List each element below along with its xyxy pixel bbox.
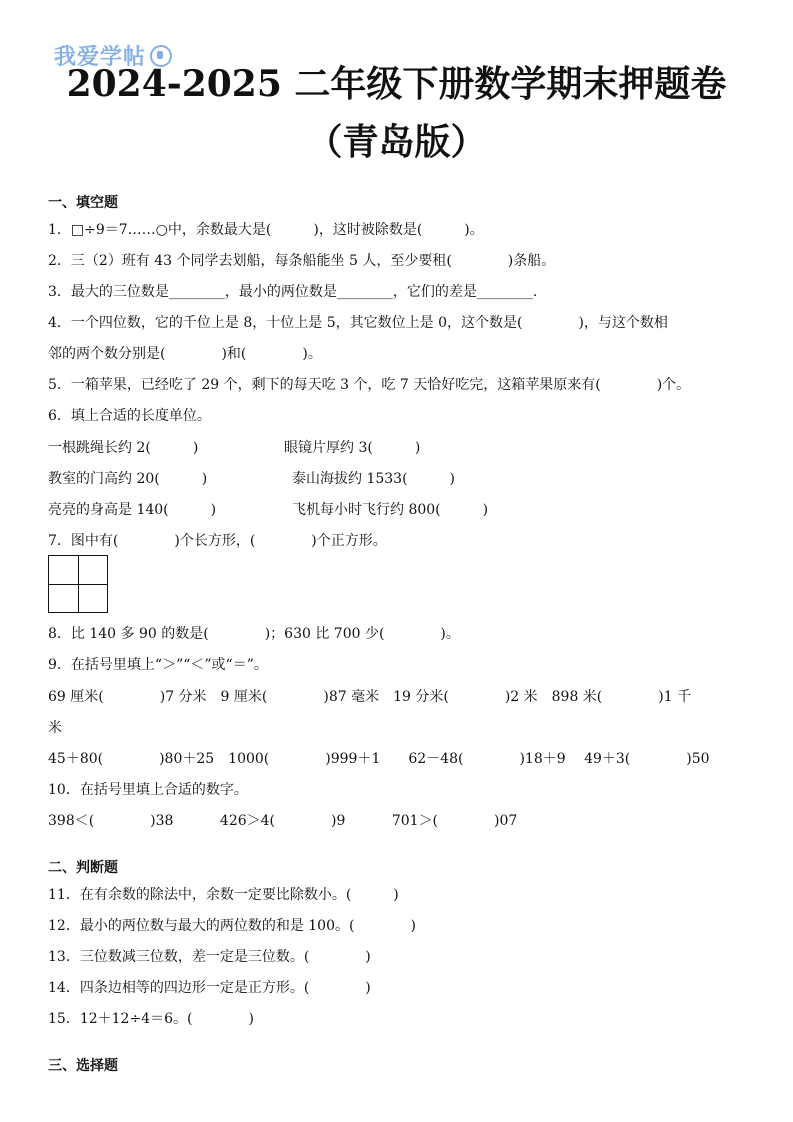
question-15: 15．12＋12÷4＝6。( ) [48,1011,254,1027]
document-title: 2024-2025 二年级下册数学期末押题卷 [66,63,727,105]
question-9-row2: 45＋80( )80＋25 1000( )999＋1 62－48( )18＋9 49＋3( )50 [48,751,710,767]
question-5: 5．一箱苹果，已经吃了 29 个，剩下的每天吃 3 个，吃 7 天恰好吃完，这箱苹果原来有( )个。 [48,377,691,393]
question-6-item-b2: 泰山海拔约 1533( ) [292,471,456,487]
question-10: 10．在括号里填上合适的数字。 [48,782,248,798]
question-7: 7．图中有( )个长方形，( )个正方形。 [48,533,387,549]
question-6: 6．填上合适的长度单位。 [48,408,211,424]
question-4-line2: 邻的两个数分别是( )和( )。 [48,346,322,362]
question-1: 1．□÷9＝7……○中，余数最大是( )，这时被除数是( )。 [48,222,484,238]
section-heading-multiple-choice: 三、选择题 [48,1058,118,1074]
question-6-item-c2: 飞机每小时飞行约 800( ) [292,502,489,518]
question-9-row1: 69 厘米( )7 分米 9 厘米( )87 毫米 19 分米( )2 米 898 米( )1 千 [48,689,692,705]
section-heading-true-false: 二、判断题 [48,860,118,876]
square-grid-figure [48,555,108,613]
question-11: 11．在有余数的除法中，余数一定要比除数小。( ) [48,887,399,903]
section-heading-fill-blank: 一、填空题 [48,195,118,211]
question-6-item-a2: 眼镜片厚约 3( ) [284,440,421,456]
question-6-item-b1: 教室的门高约 20( ) [48,471,208,487]
question-14: 14．四条边相等的四边形一定是正方形。( ) [48,980,371,996]
question-4-line1: 4．一个四位数，它的千位上是 8，十位上是 5，其它数位上是 0，这个数是( )，与这个数相 [48,315,668,331]
question-9: 9．在括号里填上“＞”“＜”或“＝”。 [48,657,268,673]
question-3: 3．最大的三位数是________，最小的两位数是________，它们的差是________. [48,284,538,300]
grid-horizontal-line [49,584,107,585]
question-6-item-c1: 亮亮的身高是 140( ) [48,502,217,518]
watermark-text: 我爱学帖 [54,45,147,70]
question-2: 2．三（2）班有 43 个同学去划船，每条船能坐 5 人，至少要租( )条船。 [48,253,556,269]
question-8: 8．比 140 多 90 的数是( )；630 比 700 少( )。 [48,626,460,642]
question-13: 13．三位数减三位数，差一定是三位数。( ) [48,949,371,965]
document-subtitle: （青岛版） [306,121,487,163]
question-10-row: 398＜( )38 426＞4( )9 701＞( )07 [48,813,518,829]
question-9-row1-cont: 米 [48,720,62,736]
question-6-item-a1: 一根跳绳长约 2( ) [48,440,199,456]
question-12: 12．最小的两位数与最大的两位数的和是 100。( ) [48,918,416,934]
